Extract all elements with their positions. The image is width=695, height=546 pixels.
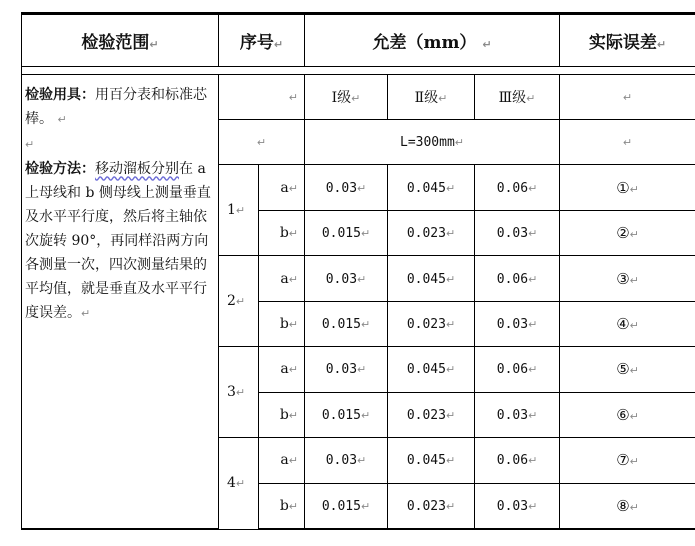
grade3-value — [475, 165, 560, 210]
paragraph-mark: ↵ — [360, 317, 371, 331]
sub-label — [259, 347, 305, 392]
grade2-value-text: 0.045 — [406, 180, 446, 196]
grade2-value — [388, 347, 475, 392]
grade3-value-text: 0.06 — [496, 362, 529, 378]
paragraph-mark: ↵ — [629, 182, 639, 196]
grade2-value — [388, 165, 475, 210]
length-spec — [305, 120, 560, 165]
error-marker — [560, 483, 695, 529]
grade2-value — [388, 483, 475, 529]
paragraph-mark: ↵ — [445, 317, 456, 331]
paragraph-mark: ↵ — [288, 454, 298, 468]
grade3-value-text: 0.03 — [496, 316, 529, 332]
paragraph-mark: ↵ — [288, 90, 298, 104]
paragraph-mark: ↵ — [288, 227, 298, 241]
header-tolerance: 允差（mm） ↵ — [305, 14, 560, 67]
paragraph-mark: ↵ — [629, 228, 639, 242]
paragraph-mark: ↵ — [288, 408, 298, 422]
grade2-value-text: 0.045 — [406, 362, 446, 378]
seq-blank-cell — [219, 74, 305, 119]
sub-label-text: b — [279, 315, 289, 332]
paragraph-mark: ↵ — [288, 499, 298, 513]
paragraph-mark: ↵ — [360, 227, 371, 241]
tool-text: 用百分表和标准芯棒。 — [25, 86, 207, 127]
paragraph-mark: ↵ — [629, 455, 639, 469]
grade2-value-text: 0.023 — [406, 498, 446, 514]
paragraph-mark: ↵ — [351, 91, 361, 105]
grade1-value — [305, 256, 388, 301]
sub-label — [259, 483, 305, 529]
grade-2 — [388, 74, 475, 119]
seq-number-text: 2 — [227, 293, 236, 310]
seq-blank-cell — [219, 120, 305, 165]
paragraph-mark: ↵ — [528, 317, 538, 331]
seq-number — [219, 438, 259, 529]
grade3-value — [475, 438, 560, 483]
error-marker-text: ① — [616, 178, 630, 197]
sub-label-text: a — [280, 361, 289, 378]
grade1-value-text: 0.03 — [325, 453, 358, 469]
grade3-value — [475, 301, 560, 346]
grade1-value — [305, 392, 388, 437]
grade1-value — [305, 438, 388, 483]
sub-label-text: b — [279, 406, 289, 423]
sub-label — [259, 392, 305, 437]
paragraph-mark: ↵ — [81, 306, 91, 320]
table-header-row — [22, 14, 695, 67]
paragraph-mark: ↵ — [454, 136, 465, 150]
error-marker-text: ③ — [616, 269, 630, 288]
grade-row — [22, 74, 695, 119]
error-marker-text: ⑥ — [616, 405, 630, 424]
error-marker — [560, 165, 695, 210]
paragraph-mark: ↵ — [629, 273, 639, 287]
error-marker — [560, 301, 695, 346]
paragraph-mark: ↵ — [235, 386, 246, 400]
error-marker-text: ⑧ — [616, 496, 630, 515]
length-spec-text: L=300mm — [400, 135, 455, 151]
error-marker — [560, 438, 695, 483]
paragraph-mark: ↵ — [629, 364, 639, 378]
error-marker-text: ② — [616, 224, 630, 243]
grade2-value — [388, 210, 475, 255]
seq-number — [219, 347, 259, 438]
paragraph-mark: ↵ — [445, 181, 456, 195]
grade-2-text: Ⅱ级 — [414, 89, 439, 106]
paragraph-mark: ↵ — [622, 90, 633, 104]
paragraph-mark: ↵ — [445, 454, 456, 468]
grade2-value-text: 0.045 — [406, 271, 446, 287]
paragraph-mark: ↵ — [256, 136, 267, 150]
sub-label — [259, 438, 305, 483]
paragraph-mark: ↵ — [629, 500, 639, 514]
paragraph-mark: ↵ — [622, 136, 633, 150]
paragraph-mark: ↵ — [288, 317, 298, 331]
sub-label-text: a — [280, 270, 289, 287]
grade3-value — [475, 392, 560, 437]
paragraph-mark: ↵ — [528, 363, 538, 377]
grade3-value-text: 0.03 — [496, 498, 529, 514]
grade2-value-text: 0.023 — [406, 316, 446, 332]
grade2-value — [388, 301, 475, 346]
grade1-value — [305, 347, 388, 392]
sub-label — [259, 165, 305, 210]
header-error: 实际误差↵ — [560, 14, 695, 67]
grade3-value — [475, 210, 560, 255]
grade3-value — [475, 483, 560, 529]
grade3-value-text: 0.06 — [496, 453, 529, 469]
seq-number-text: 1 — [227, 202, 236, 219]
error-marker — [560, 210, 695, 255]
spacer-row — [22, 66, 695, 74]
grade1-value-text: 0.03 — [325, 362, 358, 378]
grade1-value — [305, 483, 388, 529]
header-range: 检验范围↵ — [22, 14, 219, 67]
paragraph-mark: ↵ — [445, 499, 456, 513]
error-marker-text: ⑦ — [616, 451, 630, 470]
method-paragraph — [25, 157, 215, 326]
grade2-value — [388, 438, 475, 483]
paragraph-mark: ↵ — [357, 363, 367, 377]
paragraph-mark: ↵ — [288, 272, 298, 286]
paragraph-mark: ↵ — [438, 91, 448, 105]
grade1-value-text: 0.015 — [321, 316, 361, 332]
paragraph-mark: ↵ — [288, 181, 298, 195]
paragraph-mark: ↵ — [288, 363, 298, 377]
error-marker — [560, 256, 695, 301]
error-marker — [560, 392, 695, 437]
grade-1-text: Ⅰ级 — [331, 89, 352, 106]
paragraph-mark: ↵ — [445, 272, 456, 286]
inspection-table — [21, 12, 695, 530]
grade3-value-text: 0.06 — [496, 271, 529, 287]
tool-paragraph — [25, 83, 215, 132]
method-text: 在 a 上母线和 b 侧母线上测量垂直及水平平行度，然后将主轴依次旋转 90°，再同样沿两方向各测量一次，四次测量结果的平均值，就是垂直及水平平行度误差。 — [25, 160, 211, 321]
grade1-value — [305, 210, 388, 255]
seq-number — [219, 256, 259, 347]
description-cell — [22, 74, 219, 529]
seq-number-text: 4 — [227, 475, 236, 492]
paragraph-mark: ↵ — [57, 112, 67, 126]
sub-label-text: a — [280, 179, 289, 196]
grade3-value-text: 0.03 — [496, 226, 529, 242]
grade1-value — [305, 301, 388, 346]
paragraph-mark: ↵ — [360, 499, 371, 513]
grade3-value — [475, 347, 560, 392]
paragraph-mark: ↵ — [357, 454, 367, 468]
paragraph-mark: ↵ — [235, 295, 246, 309]
paragraph-mark: ↵ — [235, 204, 246, 218]
paragraph-mark: ↵ — [526, 91, 536, 105]
grade2-value — [388, 256, 475, 301]
method-wavy-text: 移动溜板分别 — [95, 160, 179, 177]
grade3-value-text: 0.03 — [496, 407, 529, 423]
method-label: 检验方法： — [25, 160, 95, 177]
paragraph-mark: ↵ — [445, 408, 456, 422]
sub-label-text: b — [279, 225, 289, 242]
grade1-value-text: 0.015 — [321, 226, 361, 242]
seq-number — [219, 165, 259, 256]
grade3-value — [475, 256, 560, 301]
paragraph-mark: ↵ — [528, 227, 538, 241]
empty-paragraph — [25, 132, 215, 157]
error-blank-cell — [560, 74, 695, 119]
paragraph-mark: ↵ — [357, 181, 367, 195]
grade-3-text: Ⅲ级 — [498, 89, 527, 106]
sub-label — [259, 256, 305, 301]
error-marker-text: ⑤ — [616, 360, 630, 379]
grade-1 — [305, 74, 388, 119]
paragraph-mark: ↵ — [357, 272, 367, 286]
sub-label-text: b — [279, 497, 289, 514]
sub-label — [259, 301, 305, 346]
grade1-value-text: 0.015 — [321, 407, 361, 423]
grade-3 — [475, 74, 560, 119]
grade1-value — [305, 165, 388, 210]
seq-number-text: 3 — [227, 384, 236, 401]
grade2-value-text: 0.023 — [406, 407, 446, 423]
header-seq: 序号↵ — [219, 14, 305, 67]
tool-label: 检验用具： — [25, 86, 95, 103]
paragraph-mark: ↵ — [528, 454, 538, 468]
paragraph-mark: ↵ — [360, 408, 371, 422]
paragraph-mark: ↵ — [528, 181, 538, 195]
paragraph-mark: ↵ — [25, 137, 35, 151]
grade2-value — [388, 392, 475, 437]
paragraph-mark: ↵ — [528, 499, 538, 513]
paragraph-mark: ↵ — [445, 363, 456, 377]
sub-label — [259, 210, 305, 255]
paragraph-mark: ↵ — [235, 477, 246, 491]
grade1-value-text: 0.015 — [321, 498, 361, 514]
paragraph-mark: ↵ — [629, 318, 639, 332]
grade1-value-text: 0.03 — [325, 180, 358, 196]
grade2-value-text: 0.045 — [406, 453, 446, 469]
grade2-value-text: 0.023 — [406, 226, 446, 242]
grade3-value-text: 0.06 — [496, 180, 529, 196]
paragraph-mark: ↵ — [528, 408, 538, 422]
error-marker-text: ④ — [616, 314, 630, 333]
paragraph-mark: ↵ — [528, 272, 538, 286]
grade1-value-text: 0.03 — [325, 271, 358, 287]
error-blank-cell — [560, 120, 695, 165]
paragraph-mark: ↵ — [629, 409, 639, 423]
error-marker — [560, 347, 695, 392]
paragraph-mark: ↵ — [445, 227, 456, 241]
sub-label-text: a — [280, 452, 289, 469]
